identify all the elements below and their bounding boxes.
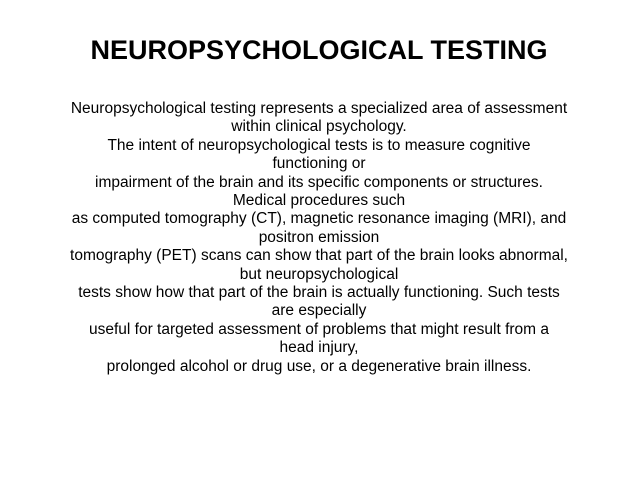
body-line: as computed tomography (CT), magnetic resonance imaging (MRI), and [71, 210, 567, 228]
body-line: are especially [271, 302, 367, 320]
body-line: useful for targeted assessment of problems that might result from a [88, 320, 550, 338]
body-line: head injury, [279, 339, 359, 357]
body-line: Medical procedures such [232, 192, 406, 210]
body-line: but neuropsychological [239, 265, 399, 283]
body-line: prolonged alcohol or drug use, or a degenerative brain illness. [106, 357, 532, 375]
slide-title: NEUROPSYCHOLOGICAL TESTING [90, 35, 548, 65]
body-line: positron emission [258, 228, 380, 246]
slide-body [10, 100, 628, 376]
body-line: within clinical psychology. [231, 118, 407, 136]
body-line: The intent of neuropsychological tests is to measure cognitive [107, 136, 531, 154]
body-line: tomography (PET) scans can show that part of the brain looks abnormal, [70, 247, 568, 265]
body-line: Neuropsychological testing represents a specialized area of assessment [70, 100, 568, 117]
body-line: impairment of the brain and its specific components or structures. [95, 173, 543, 191]
body-line: tests show how that part of the brain is actually functioning. Such tests [78, 284, 560, 302]
body-line: functioning or [272, 155, 366, 173]
